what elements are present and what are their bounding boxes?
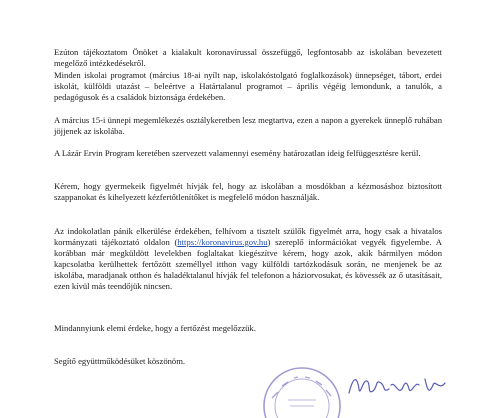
programs-cancelled-paragraph: Minden iskolai programot (március 18-ai nyílt nap, iskolakóstolgató foglalkozások) ünnepséget, tábort, erdei iskolát, külföldi utazást – beleértve a Határtalanul programot – április végéig lemondunk, a tanulók, a pedagógusok és a családok biztonsága érdekében. [54,70,442,102]
thanks-paragraph: Segítő együttműködésüket köszönöm. [54,356,186,366]
koronavirus-link[interactable]: https://koronavirus.gov.hu [177,237,268,247]
official-info-text-end: ) szereplő információkat vegyék figyelembe. A korábban már megküldött levelekben foglaltakat kiegészítve kérem, hogy azok, akik bármilyen módon kapcsolatba kerülhettek fertőzött személlyel itthon vagy külföldi tartózkodásuk során, ne menjenek be az iskolába, maradjanak otthon és haladéktalanul hívják fel telefonon a háziorvosukat, és kövessék az ő utasításait, ezen kívül más teendőjük nincsen. [54,237,442,291]
prevention-paragraph: Mindannyiunk elemi érdeke, hogy a fertőzést megelőzzük. [54,323,256,333]
handwashing-paragraph: Kérem, hogy gyermekeik figyelmét hívják fel, hogy az iskolában a mosdókban a kézmosáshoz biztosított szappanokat és kihelyezett kézfertőtlenítőket is megfelelő módon használják. [54,181,442,202]
official-info-paragraph [54,226,442,292]
march-15-paragraph: A március 15-i ünnepi megemlékezés osztálykeretben lesz megtartva, ezen a napon a gyerekek ünneplő ruhában jöjjenek az iskolába. [54,115,442,136]
official-info-text-start: Az indokolatlan pánik elkerülése érdekében, felhívom a tisztelt szülők figyelmét arra, hogy csak a hivatalos kormányzati tájékoztató oldalon ( [54,226,442,247]
school-stamp-icon [258,362,346,418]
lazar-ervin-paragraph: A Lázár Ervin Program keretében szervezett valamennyi esemény határozatlan ideig felfüggesztésre kerül. [54,148,421,158]
signature-icon [345,367,455,403]
intro-paragraph: Ezúton tájékoztatom Önöket a kialakult koronavírussal összefüggő, legfontosabb az iskolában bevezetett megelőző intézkedésekről. [54,47,442,68]
